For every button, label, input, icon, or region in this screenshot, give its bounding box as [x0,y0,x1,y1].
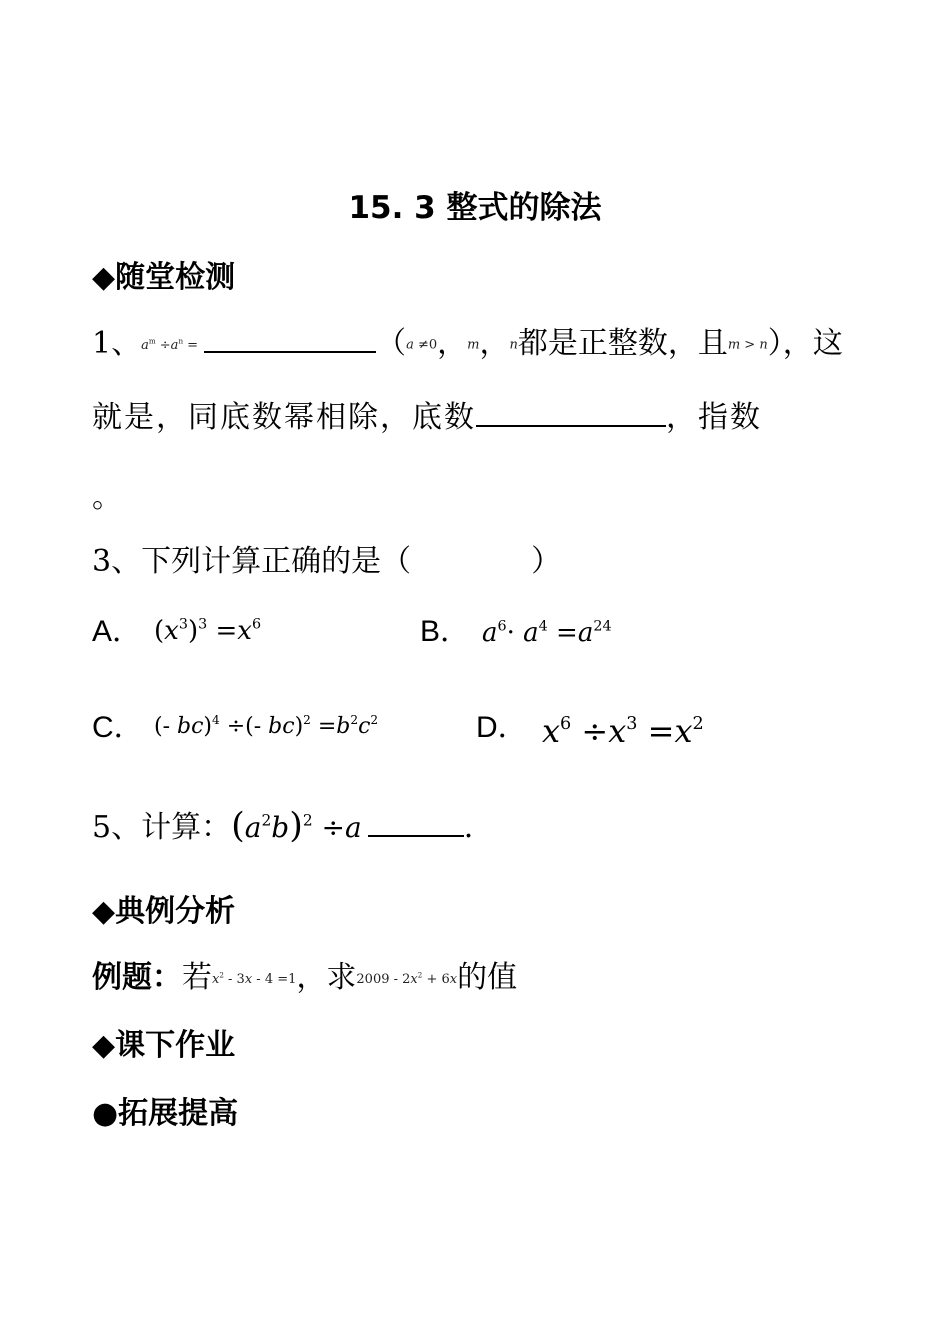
question-1-line-1: 1、$a^m \div a^n = (a \ne 0$，m，n都是正整数，且m > n），这 [92,318,843,362]
example-target-formula: $2009 - 2x^2 + 6x$ [356,970,458,987]
question-5-stem: 5、计算： [92,810,232,845]
option-b-label: B． [420,615,471,648]
formula-am-div-an: $a^m \div a^n$ = [141,336,199,353]
answer-blank-q5[interactable] [368,805,464,837]
option-c-label: C． [92,711,144,744]
example-problem: 例题：若$x^2 - 3x - 4 =1$，求$2009 - 2x^2 + 6x$的值 [92,960,518,995]
question-3-stem: 3、下列计算正确的是（ ） [92,544,562,579]
formula-a-neq-0: a ≠0 [406,337,438,353]
question-1-number: 1、 [92,326,142,361]
question-5-formula: $(a^2b)^2 \div a$ [231,806,362,846]
page-title: 15. 3 整式的除法 [348,190,602,226]
question-1-line-3: 。 [92,480,122,515]
question-1-condition: 都是正整数，且 [517,326,728,361]
section-heading-examples: ◆典例分析 [92,894,236,929]
example-label: 例题： [92,960,182,995]
formula-n: n [509,337,518,353]
section-heading-homework: ◆课下作业 [92,1028,236,1063]
option-a-formula: $(x^3)^3 =x^6$ [154,616,262,646]
answer-blank-1[interactable] [204,321,376,353]
answer-blank-2[interactable] [476,395,666,427]
question-5: 5、计算：$(a^2b)^2 \div a$ . [92,806,474,846]
option-c-formula: (- bc)$^4$ ÷(- $bc)^2 =b^2c^2$ [154,712,379,739]
section-heading-in-class: ◆随堂检测 [92,260,236,295]
option-a-label: A． [92,615,143,648]
option-b-formula: $a^6\cdot a^4 =a^{24}$ [482,618,612,648]
example-condition-formula: $x^2 - 3x - 4 =1$ [212,970,297,987]
option-d-label: D． [476,711,528,744]
formula-m-gt-n: m > n [727,337,768,353]
section-heading-extension: ●拓展提高 [92,1096,239,1131]
option-d-formula: $x^6 \div x^3 =x^2$ [542,712,704,750]
formula-m: m [467,337,480,353]
question-1-line-2: 就是，同底数幂相除，底数 ，指数 [92,392,762,436]
